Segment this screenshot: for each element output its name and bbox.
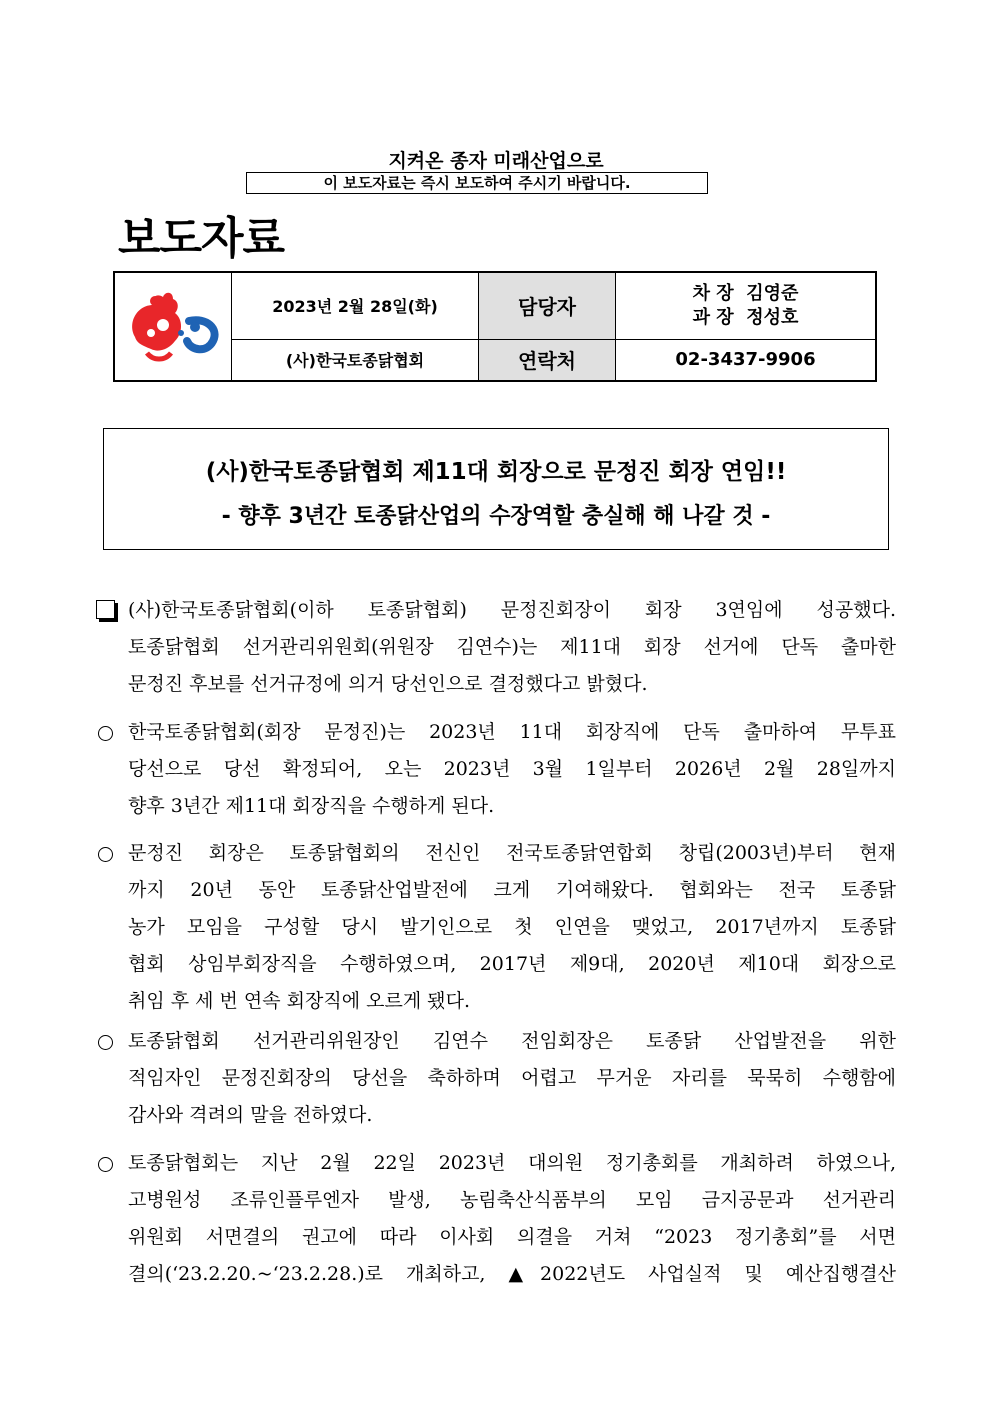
paragraph-line: 협회 상임부회장직을 수행하였으며, 2017년 제9대, 2020년 제10대 회장으로 xyxy=(128,953,896,975)
paragraph-2 xyxy=(128,714,896,825)
paragraph-line: 향후 3년간 제11대 회장직을 수행하게 된다. xyxy=(128,795,495,817)
paragraph-line: 당선으로 당선 확정되어, 오는 2023년 3월 1일부터 2026년 2월 28일까지 xyxy=(128,758,896,780)
paragraph-1 xyxy=(128,592,896,703)
contact-person-label: 담당자 xyxy=(479,272,616,339)
headline-main: (사)한국토종닭협회 제11대 회장으로 문정진 회장 연임!! xyxy=(205,459,787,485)
checkbox-bullet-icon xyxy=(96,600,115,619)
paragraph-line: 감사와 격려의 말을 전하였다. xyxy=(128,1104,373,1126)
phone-label: 연락처 xyxy=(479,339,616,381)
paragraph-line: (사)한국토종닭협회(이하 토종닭협회) 문정진회장이 회장 3연임에 성공했다. xyxy=(128,599,896,621)
paragraph-line: 문정진 후보를 선거규정에 의거 당선인으로 결정했다고 밝혔다. xyxy=(128,673,648,695)
release-date: 2023년 2월 28일(화) xyxy=(232,272,479,339)
paragraph-line: 까지 20년 동안 토종닭산업발전에 크게 기여해왔다. 협회와는 전국 토종닭 xyxy=(128,879,896,901)
paragraph-line: 취임 후 세 번 연속 회장직에 오르게 됐다. xyxy=(128,990,470,1012)
organization-name: (사)한국토종닭협회 xyxy=(232,339,479,381)
contact-person-value xyxy=(616,272,877,339)
paragraph-line: 한국토종닭협회(회장 문정진)는 2023년 11대 회장직에 단독 출마하여 무투표 xyxy=(128,721,896,743)
document-title: 보도자료 xyxy=(118,213,285,264)
info-table xyxy=(113,271,877,382)
phone-number: 02-3437-9906 xyxy=(616,339,877,381)
paragraph-line: 적임자인 문정진회장의 당선을 축하하며 어렵고 무거운 자리를 묵묵히 수행함에 xyxy=(128,1067,896,1089)
headline-sub: - 향후 3년간 토종닭산업의 수장역할 충실해 해 나갈 것 - xyxy=(221,504,771,529)
headline-box xyxy=(103,428,889,550)
logo-cell xyxy=(114,272,232,381)
paragraph-line: 농가 모임을 구성할 당시 발기인으로 첫 인연을 맺었고, 2017년까지 토종닭 xyxy=(128,916,896,938)
association-logo-icon xyxy=(117,275,229,375)
contact-person-line-1: 차 장 김영준 xyxy=(692,282,799,304)
paragraph-5 xyxy=(128,1145,896,1293)
circle-bullet-icon xyxy=(98,1157,113,1172)
paragraph-line: 결의(‘23.2.20.~‘23.2.28.)로 개최하고, ▲2022년도 사업실적 및 예산집행결산 xyxy=(128,1263,896,1285)
slogan: 지켜온 종자 미래산업으로 xyxy=(388,150,604,172)
paragraph-3 xyxy=(128,835,896,1020)
paragraph-line: 고병원성 조류인플루엔자 발생, 농림축산식품부의 모임 금지공문과 선거관리 xyxy=(128,1189,896,1211)
paragraph-line: 토종닭협회는 지난 2월 22일 2023년 대의원 정기총회를 개최하려 하였으나, xyxy=(128,1152,896,1174)
circle-bullet-icon xyxy=(98,726,113,741)
paragraph-line: 문정진 회장은 토종닭협회의 전신인 전국토종닭연합회 창립(2003년)부터 현재 xyxy=(128,842,896,864)
paragraph-line: 토종닭협회 선거관리위원장인 김연수 전임회장은 토종닭 산업발전을 위한 xyxy=(128,1030,896,1052)
paragraph-line: 위원회 서면결의 권고에 따라 이사회 의결을 거쳐 “2023 정기총회”를 서면 xyxy=(128,1226,896,1248)
paragraph-line: 토종닭협회 선거관리위원회(위원장 김연수)는 제11대 회장 선거에 단독 출마한 xyxy=(128,636,896,658)
embargo-notice: 이 보도자료는 즉시 보도하여 주시기 바랍니다. xyxy=(246,172,708,194)
paragraph-4 xyxy=(128,1023,896,1134)
contact-person-line-2: 과 장 정성호 xyxy=(692,306,799,328)
circle-bullet-icon xyxy=(98,847,113,862)
circle-bullet-icon xyxy=(98,1035,113,1050)
